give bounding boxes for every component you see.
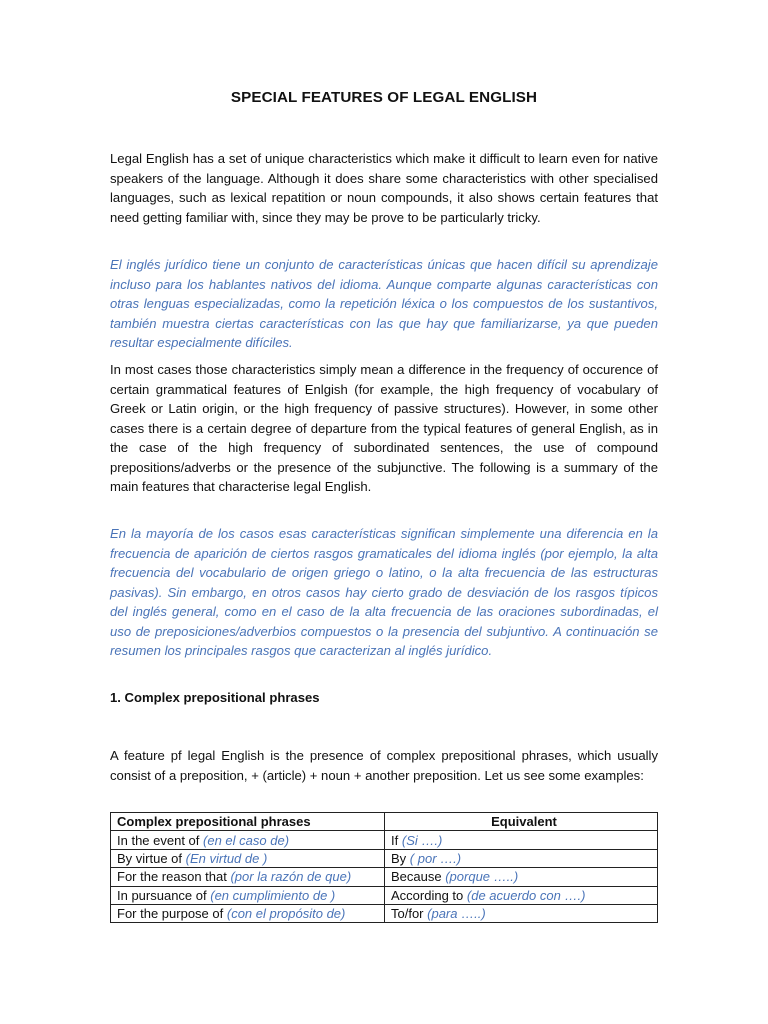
table-cell-phrase (111, 886, 385, 904)
prepositional-phrases-table (110, 812, 658, 923)
table-cell-equivalent (385, 831, 658, 849)
equivalent-text: Because (391, 869, 442, 885)
section-body-paragraph: A feature pf legal English is the presence of complex prepositional phrases, which usually consist of a preposition, + (article) + noun + another preposition. Let us see some examples: (110, 748, 658, 783)
cases-paragraph-spanish: En la mayoría de los casos esas características significan simplemente una diferencia en la frecuencia de aparición de ciertos rasgos gramaticales del idioma inglés (por ejemplo, la alta frecuencia del vocabulario de origen griego o latino, o la alta frecuencia de las estructuras pasivas). Sin embargo, en otros casos hay cierto grado de desviación de los rasgos típicos del inglés general, como en el caso de la alta frecuencia de las oraciones subordinadas, el uso de preposiciones/adverbios compuestos o la presencia del subjuntivo. A continuación se resumen los principales rasgos que caracterizan al inglés jurídico. (110, 526, 658, 658)
table-header-phrases: Complex prepositional phrases (111, 813, 385, 831)
equivalent-translation: (de acuerdo con ….) (466, 887, 586, 903)
equivalent-text: According to (391, 887, 464, 903)
phrase-text: In pursuance of (117, 887, 207, 903)
cases-paragraph-english: In most cases those characteristics simply mean a difference in the frequency of occurence of certain grammatical features of Enlgish (for example, the high frequency of vocabulary of Greek or Latin origin, or the high frequency of passive structures). However, in some other cases there is a certain degree of departure from the typical features of general English, as in the case of the high frequency of subordinated sentences, the use of compound prepositions/adverbs or the presence of the subjunctive. The following is a summary of the main features that characterise legal English. (110, 362, 658, 494)
equivalent-translation: (porque …..) (445, 869, 519, 885)
phrase-translation: (En virtud de ) (185, 850, 268, 866)
table-row (111, 886, 658, 904)
equivalent-text: To/for (391, 906, 424, 922)
phrase-translation: (en cumplimiento de ) (210, 887, 336, 903)
document-title: SPECIAL FEATURES OF LEGAL ENGLISH (230, 89, 538, 106)
table-cell-equivalent (385, 849, 658, 867)
table-row (111, 849, 658, 867)
table-cell-equivalent (385, 886, 658, 904)
section-heading: 1. Complex prepositional phrases (110, 690, 320, 705)
phrase-text: For the purpose of (117, 906, 224, 922)
intro-paragraph-spanish: El inglés jurídico tiene un conjunto de características únicas que hacen difícil su aprendizaje incluso para los hablantes nativos del idioma. Aunque comparte algunas características con otras lenguas especializadas, como la repetición léxica o los compuestos de los sustantivos, también muestra ciertas características con las que hay que familiarizarse, ya que pueden resultar especialmente difíciles. (110, 257, 658, 350)
equivalent-translation: ( por ….) (409, 850, 462, 866)
phrase-translation: (en el caso de) (203, 832, 290, 848)
equivalent-text: By (391, 850, 407, 866)
table-cell-equivalent (385, 904, 658, 922)
equivalent-translation: (para …..) (427, 906, 486, 922)
phrase-text: In the event of (117, 832, 200, 848)
table-cell-phrase (111, 849, 385, 867)
phrase-text: By virtue of (117, 850, 183, 866)
table-cell-phrase (111, 831, 385, 849)
table-cell-phrase (111, 904, 385, 922)
table-cell-equivalent (385, 868, 658, 886)
equivalent-text: If (391, 832, 399, 848)
table-cell-phrase (111, 868, 385, 886)
equivalent-translation: (Si ….) (401, 832, 443, 848)
table-header-equivalent: Equivalent (385, 813, 658, 831)
phrase-text: For the reason that (117, 869, 227, 885)
intro-paragraph-english: Legal English has a set of unique characteristics which make it difficult to learn even for native speakers of the language. Although it does share some characteristics with other specialised languages, such as lexical repatition or noun compounds, it also shows certain features that need getting familiar with, since they may be prove to be particularly tricky. (110, 151, 658, 225)
phrase-translation: (con el propósito de) (226, 906, 346, 922)
table-row (111, 831, 658, 849)
table-row (111, 904, 658, 922)
table-header-row (111, 813, 658, 831)
phrase-translation: (por la razón de que) (230, 869, 352, 885)
table-row (111, 868, 658, 886)
